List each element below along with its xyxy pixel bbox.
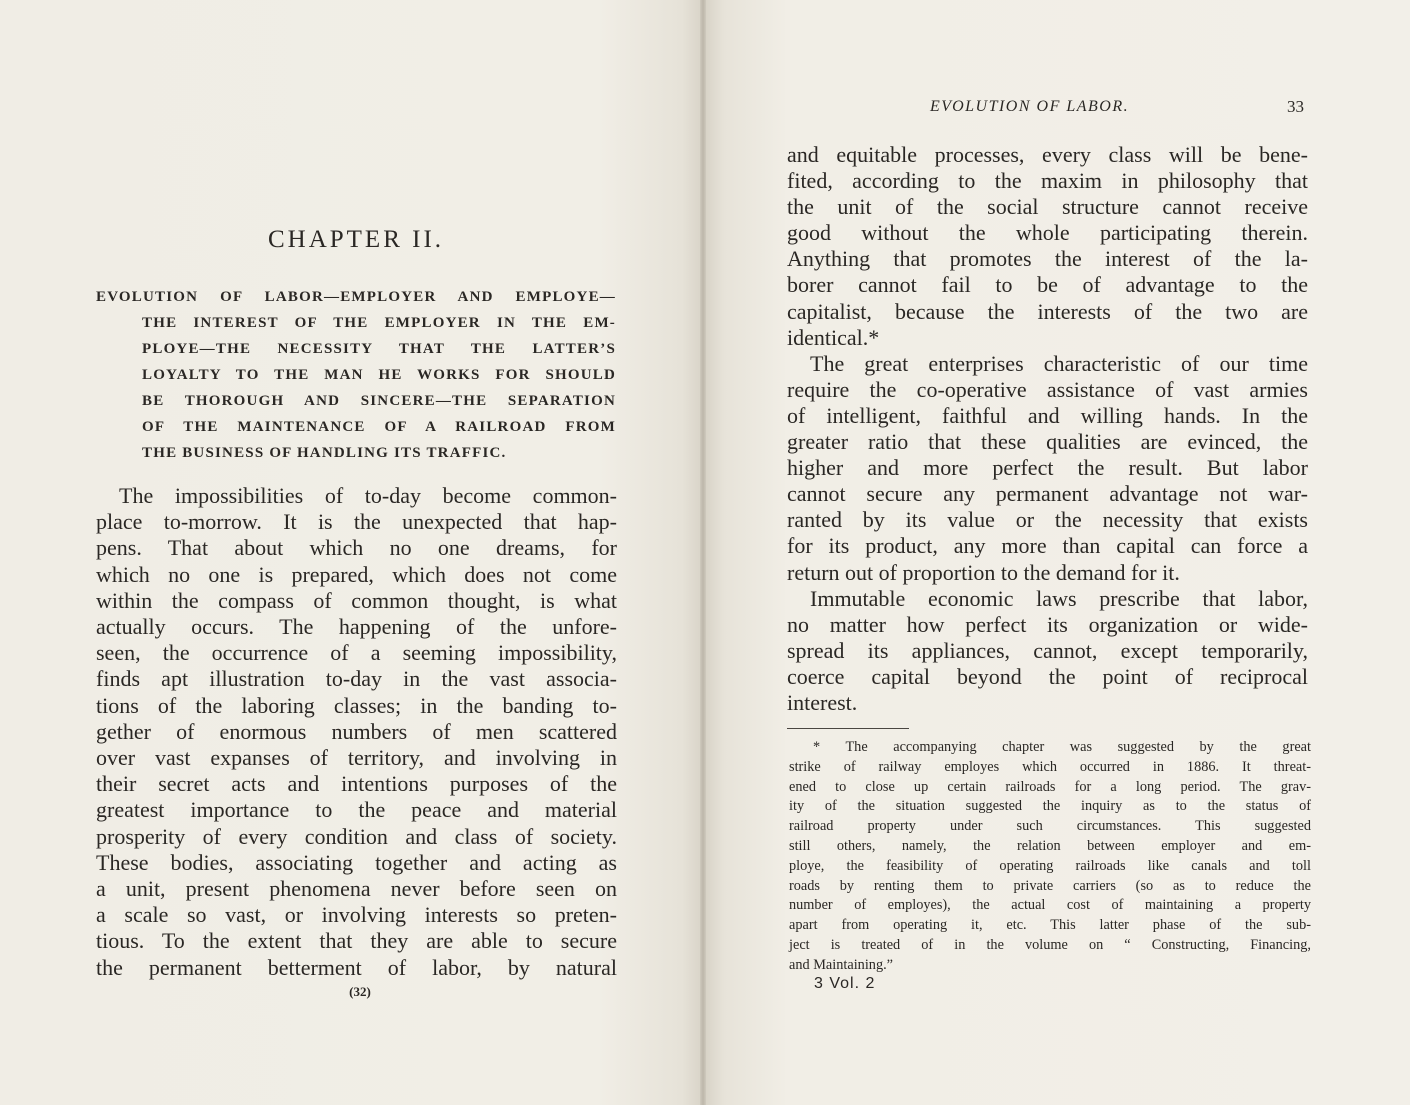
text-line: return out of proportion to the demand for it.: [787, 559, 1180, 585]
text-line: fited, according to the maxim in philosophy that: [787, 168, 1308, 194]
text-line: Immutable economic laws prescribe that labor,: [810, 585, 1308, 611]
text-line: tious. To the extent that they are able to secure: [96, 928, 617, 954]
synopsis-line: THE BUSINESS OF HANDLING ITS TRAFFIC.: [142, 445, 507, 461]
footnote-line: apart from operating it, etc. This latter phase of the sub-: [789, 917, 1311, 934]
right-body-text: [787, 142, 1308, 716]
text-line: higher and more perfect the result. But labor: [787, 455, 1308, 481]
signature-mark: 3 Vol. 2: [814, 975, 876, 992]
text-line: a scale so vast, or involving interests so preten-: [96, 902, 617, 928]
text-line: a unit, present phenomena never before seen on: [96, 876, 617, 902]
running-head: EVOLUTION OF LABOR.: [930, 98, 1130, 115]
text-line: their secret acts and intentions purposes of the: [96, 771, 617, 797]
footnote-line: ened to close up certain railroads for a long period. The grav-: [789, 778, 1311, 795]
synopsis-line: EVOLUTION OF LABOR—EMPLOYER AND EMPLOYE—: [96, 289, 616, 305]
text-line: interest.: [787, 689, 858, 715]
text-line: and equitable processes, every class will be bene-: [787, 142, 1308, 167]
text-line: which no one is prepared, which does not come: [96, 561, 617, 587]
footnote-line: and Maintaining.”: [789, 956, 894, 973]
text-line: borer cannot fail to be of advantage to the: [787, 272, 1308, 298]
text-line: the unit of the social structure cannot receive: [787, 194, 1308, 220]
book-gutter: [700, 0, 706, 1105]
text-line: within the compass of common thought, is what: [96, 587, 617, 613]
footnote-line: ity of the situation suggested the inquiry as to the status of: [789, 798, 1311, 815]
text-line: the permanent betterment of labor, by natural: [96, 954, 617, 980]
chapter-title: CHAPTER II.: [267, 226, 445, 253]
text-line: place to-morrow. It is the unexpected that hap-: [96, 509, 617, 535]
footnote-line: * The accompanying chapter was suggested by the great: [813, 739, 1311, 755]
synopsis-line: THE INTEREST OF THE EMPLOYER IN THE EM-: [142, 315, 616, 331]
footnote-line: number of employes), the actual cost of maintaining a property: [789, 897, 1311, 914]
text-line: greater ratio that these qualities are evinced, the: [787, 429, 1308, 455]
text-line: pens. That about which no one dreams, for: [96, 535, 617, 561]
text-line: tions of the laboring classes; in the banding to-: [96, 692, 617, 718]
text-line: over vast expanses of territory, and involving in: [96, 745, 617, 771]
folio-page-number: (32): [349, 984, 371, 999]
synopsis-line: LOYALTY TO THE MAN HE WORKS FOR SHOULD: [142, 367, 616, 383]
text-line: no matter how perfect its organization or wide-: [787, 611, 1308, 637]
left-body-text: [96, 483, 617, 981]
text-line: cannot secure any permanent advantage not war-: [787, 481, 1308, 507]
footnote-line: ploye, the feasibility of operating railroads like canals and toll: [789, 857, 1311, 874]
text-line: actually occurs. The happening of the unfore-: [96, 614, 617, 640]
text-line: capitalist, because the interests of the two are: [787, 298, 1308, 324]
text-line: finds apt illustration to-day in the vast associa-: [96, 666, 617, 692]
text-line: Anything that promotes the interest of the la-: [787, 246, 1308, 272]
footnote-line: still others, namely, the relation between employer and em-: [789, 837, 1311, 854]
text-line: spread its appliances, cannot, except temporarily,: [787, 637, 1308, 663]
footnote-rule: [787, 728, 909, 729]
footnote-line: strike of railway employes which occurred in 1886. It threat-: [789, 758, 1311, 775]
text-line: seen, the occurrence of a seeming impossibility,: [96, 640, 617, 666]
text-line: prosperity of every condition and class of society.: [96, 823, 617, 849]
text-line: These bodies, associating together and acting as: [96, 849, 617, 875]
text-line: identical.*: [787, 324, 880, 350]
synopsis-line: BE THOROUGH AND SINCERE—THE SEPARATION: [142, 393, 616, 409]
footnote-line: railroad property under such circumstances. This suggested: [789, 818, 1311, 835]
text-line: The impossibilities of to-day become common-: [119, 483, 617, 508]
text-line: for its product, any more than capital can force a: [787, 533, 1308, 559]
synopsis-line: PLOYE—THE NECESSITY THAT THE LATTER’S: [142, 341, 616, 357]
footnote-line: roads by renting them to private carriers (so as to reduce the: [789, 877, 1311, 894]
text-line: good without the whole participating therein.: [787, 220, 1308, 246]
text-line: coerce capital beyond the point of reciprocal: [787, 663, 1308, 689]
footnote-line: ject is treated of in the volume on “ Constructing, Financing,: [789, 936, 1311, 953]
synopsis-line: OF THE MAINTENANCE OF A RAILROAD FROM: [142, 419, 616, 435]
footnote: [789, 738, 1311, 976]
text-line: require the co-operative assistance of vast armies: [787, 376, 1308, 402]
chapter-synopsis: [96, 284, 616, 466]
text-line: of intelligent, faithful and willing hands. In the: [787, 402, 1308, 428]
page-number: 33: [1287, 97, 1304, 116]
text-line: gether of enormous numbers of men scattered: [96, 718, 617, 744]
left-page: [0, 0, 703, 1105]
text-line: greatest importance to the peace and material: [96, 797, 617, 823]
text-line: The great enterprises characteristic of our time: [810, 350, 1308, 376]
text-line: ranted by its value or the necessity that exists: [787, 507, 1308, 533]
